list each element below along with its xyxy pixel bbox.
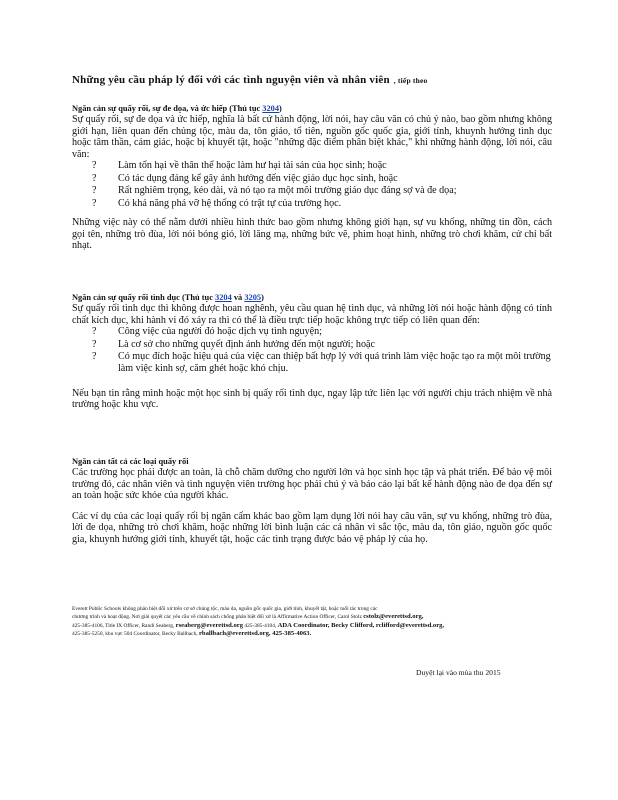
footer-line: [72, 613, 550, 621]
bullet-text: Công việc của người đó hoặc dịch vụ tình nguyện;: [118, 326, 322, 338]
all-para-1: Các trường học phải được an toàn, là chỗ chăm dưỡng cho người lớn và học sinh học tập và phát triển. Để bảo vệ môi trường đó, các nhân viên và tình nguyện viên trường học phải chú ý và báo cáo lại bất kể hành động nào đe dọa đến sự an toàn hoặc sức khỏe của người khác.: [72, 467, 552, 502]
footer-text: 425-385-5250, khu vực 504 Coordinator, Becky Ballbach,: [72, 631, 198, 638]
bullet-text: Làm tổn hại về thân thể hoặc làm hư hại tài sản của học sinh; hoặc: [118, 160, 387, 172]
footer-line: [72, 622, 550, 630]
bullet-icon: ?: [92, 326, 97, 338]
section-heading-harassment: [72, 104, 552, 113]
bullet-icon: ?: [92, 338, 97, 350]
bullet-icon: ?: [92, 160, 97, 172]
harassment-bullet-list: [72, 160, 552, 210]
list-item: [72, 326, 552, 338]
bullet-text: Rất nghiêm trọng, kéo dài, và nó tạo ra một môi trường giáo dục đáng sợ và đe dọa;: [118, 185, 457, 197]
revision-note: Duyệt lại vào mùa thu 2015: [416, 668, 501, 677]
all-para-2: Các ví dụ của các loại quấy rối bị ngăn cấm khác bao gồm lạm dụng lời nói hay câu văn, sự vu khống, những trò đùa, lời đe dọa, những trò chơi khăm, hoặc những lời bình luận các cá nhân vì sắc tộc, màu da, tôn giáo, nguồn gốc quốc gia, khuynh hướng giới tính, khuyết tật, hoặc các tình trạng được bảo vệ pháp lý của họ.: [72, 510, 552, 545]
seaberg-email[interactable]: rseaberg@everettsd.org: [175, 621, 244, 629]
footer-text: chương trình và hoạt động. Nơi giải quyết các yêu cầu về chính sách chống phân biệt đối xử là Affirmative Action Officer, Carol Stolz: [72, 614, 362, 621]
ballbach-email[interactable]: rballbach@everettsd.org, 425-385-4063.: [198, 630, 312, 638]
footer-line: Everett Public Schools không phân biệt đối xử trên cơ sở chủng tộc, màu da, nguồn gốc quốc gia, giới tính, khuyết tật, hoặc tuổi tác trong các: [72, 606, 378, 612]
title-text: Những yêu cầu pháp lý đối với các tình nguyện viên và nhân viên: [72, 74, 390, 86]
bullet-text: Có khả năng phá vỡ hệ thống có trật tự của trường học.: [118, 197, 342, 209]
heading-joiner: và: [233, 293, 243, 302]
bullet-text: Có tác dụng đáng kể gây ảnh hưởng đến việc giáo dục học sinh, hoặc: [118, 172, 398, 184]
heading-text: Ngăn cản sự quấy rối tình dục (Thủ tục: [72, 293, 213, 302]
sexual-intro: Sự quấy rối tình dục thì không được hoan nghênh, yêu cầu quan hệ tình dục, và những lời nói hoặc hành động có tính chất kích dục, khi hành vi đó xảy ra thì có thể là điều trực tiếp hoặc không trực tiếp có liên quan đến:: [72, 303, 552, 326]
sexual-bullet-list: [72, 326, 552, 376]
title-suffix: , tiếp theo: [393, 76, 428, 85]
section-all-harassment: [72, 457, 552, 546]
list-item: [72, 198, 552, 210]
list-item: [72, 173, 552, 185]
bullet-text: Có mục đích hoặc hiệu quả của việc can thiệp bất hợp lý với quá trình làm việc hoặc tạo ra một môi trường làm việc kinh sợ, căm ghét hoặc khó chịu.: [118, 351, 551, 375]
bullet-icon: ?: [92, 185, 97, 197]
ada-coordinator: ADA Coordinator, Becky Clifford, rclifford@everettsd.org,: [277, 621, 445, 629]
nondiscrimination-footer: [72, 606, 550, 639]
list-item: [72, 339, 552, 351]
seaberg-phone: 425-385-4104,: [244, 622, 277, 629]
list-item: [72, 160, 552, 172]
section-heading-all: Ngăn cản tất cả các loại quấy rối: [72, 457, 189, 466]
procedure-3205-link[interactable]: 3205: [244, 293, 262, 302]
bullet-text: Là cơ sở cho những quyết định ảnh hưởng đến một người; hoặc: [118, 338, 375, 350]
heading-close: ): [261, 293, 264, 302]
harassment-intro: Sự quấy rối, sự đe dọa và ức hiếp, nghĩa là bất cứ hành động, lời nói, hay câu văn có chủ ý nào, bao gồm nhưng không giới hạn, liên quan đến chủng tộc, màu da, tôn giáo, tổ tiên, nguồn gốc quốc gia, giới tính, khuynh hướng tình dục hoặc tâm thần, cảm giác, hoặc bị khuyết tật, hoặc "những đặc điểm phân biệt khác," khi những hành động, lời nói, câu văn:: [72, 114, 552, 160]
bullet-icon: ?: [92, 197, 97, 209]
section-harassment: [72, 104, 552, 252]
footer-text: 425-385-4106, Title IX Officer, Randi Seaberg,: [72, 622, 175, 629]
list-item: [72, 185, 552, 197]
footer-line: [72, 630, 550, 638]
section-heading-sexual: [72, 293, 552, 302]
list-item: [72, 351, 552, 376]
section-sexual-harassment: [72, 293, 552, 411]
stolz-email[interactable]: cstolz@everettsd.org,: [363, 613, 424, 621]
procedure-3204-link[interactable]: 3204: [215, 293, 232, 302]
bullet-icon: ?: [92, 172, 97, 184]
document-title: [72, 74, 572, 86]
heading-close: ): [279, 104, 282, 113]
heading-text: Ngăn cản sự quấy rối, sự đe dọa, và ức hiếp (Thủ tục: [72, 104, 261, 113]
harassment-closing: Những việc này có thể nằm dưới nhiều hình thức bao gồm nhưng không giới hạn, sự vu khống, những tin đồn, cách gọi tên, những trò đùa, lời nói bóng gió, lời lăng mạ, những bức vẽ, phim hoạt hình, những trò chơi khăm, cử chỉ bất nhạt.: [72, 217, 552, 252]
procedure-3204-link[interactable]: 3204: [262, 104, 280, 113]
sexual-closing: Nếu bạn tin rằng mình hoặc một học sinh bị quấy rối tình dục, ngay lập tức liên lạc với người chịu trách nhiệm về nhà trường hoặc khu vực.: [72, 387, 552, 411]
bullet-icon: ?: [92, 351, 97, 362]
